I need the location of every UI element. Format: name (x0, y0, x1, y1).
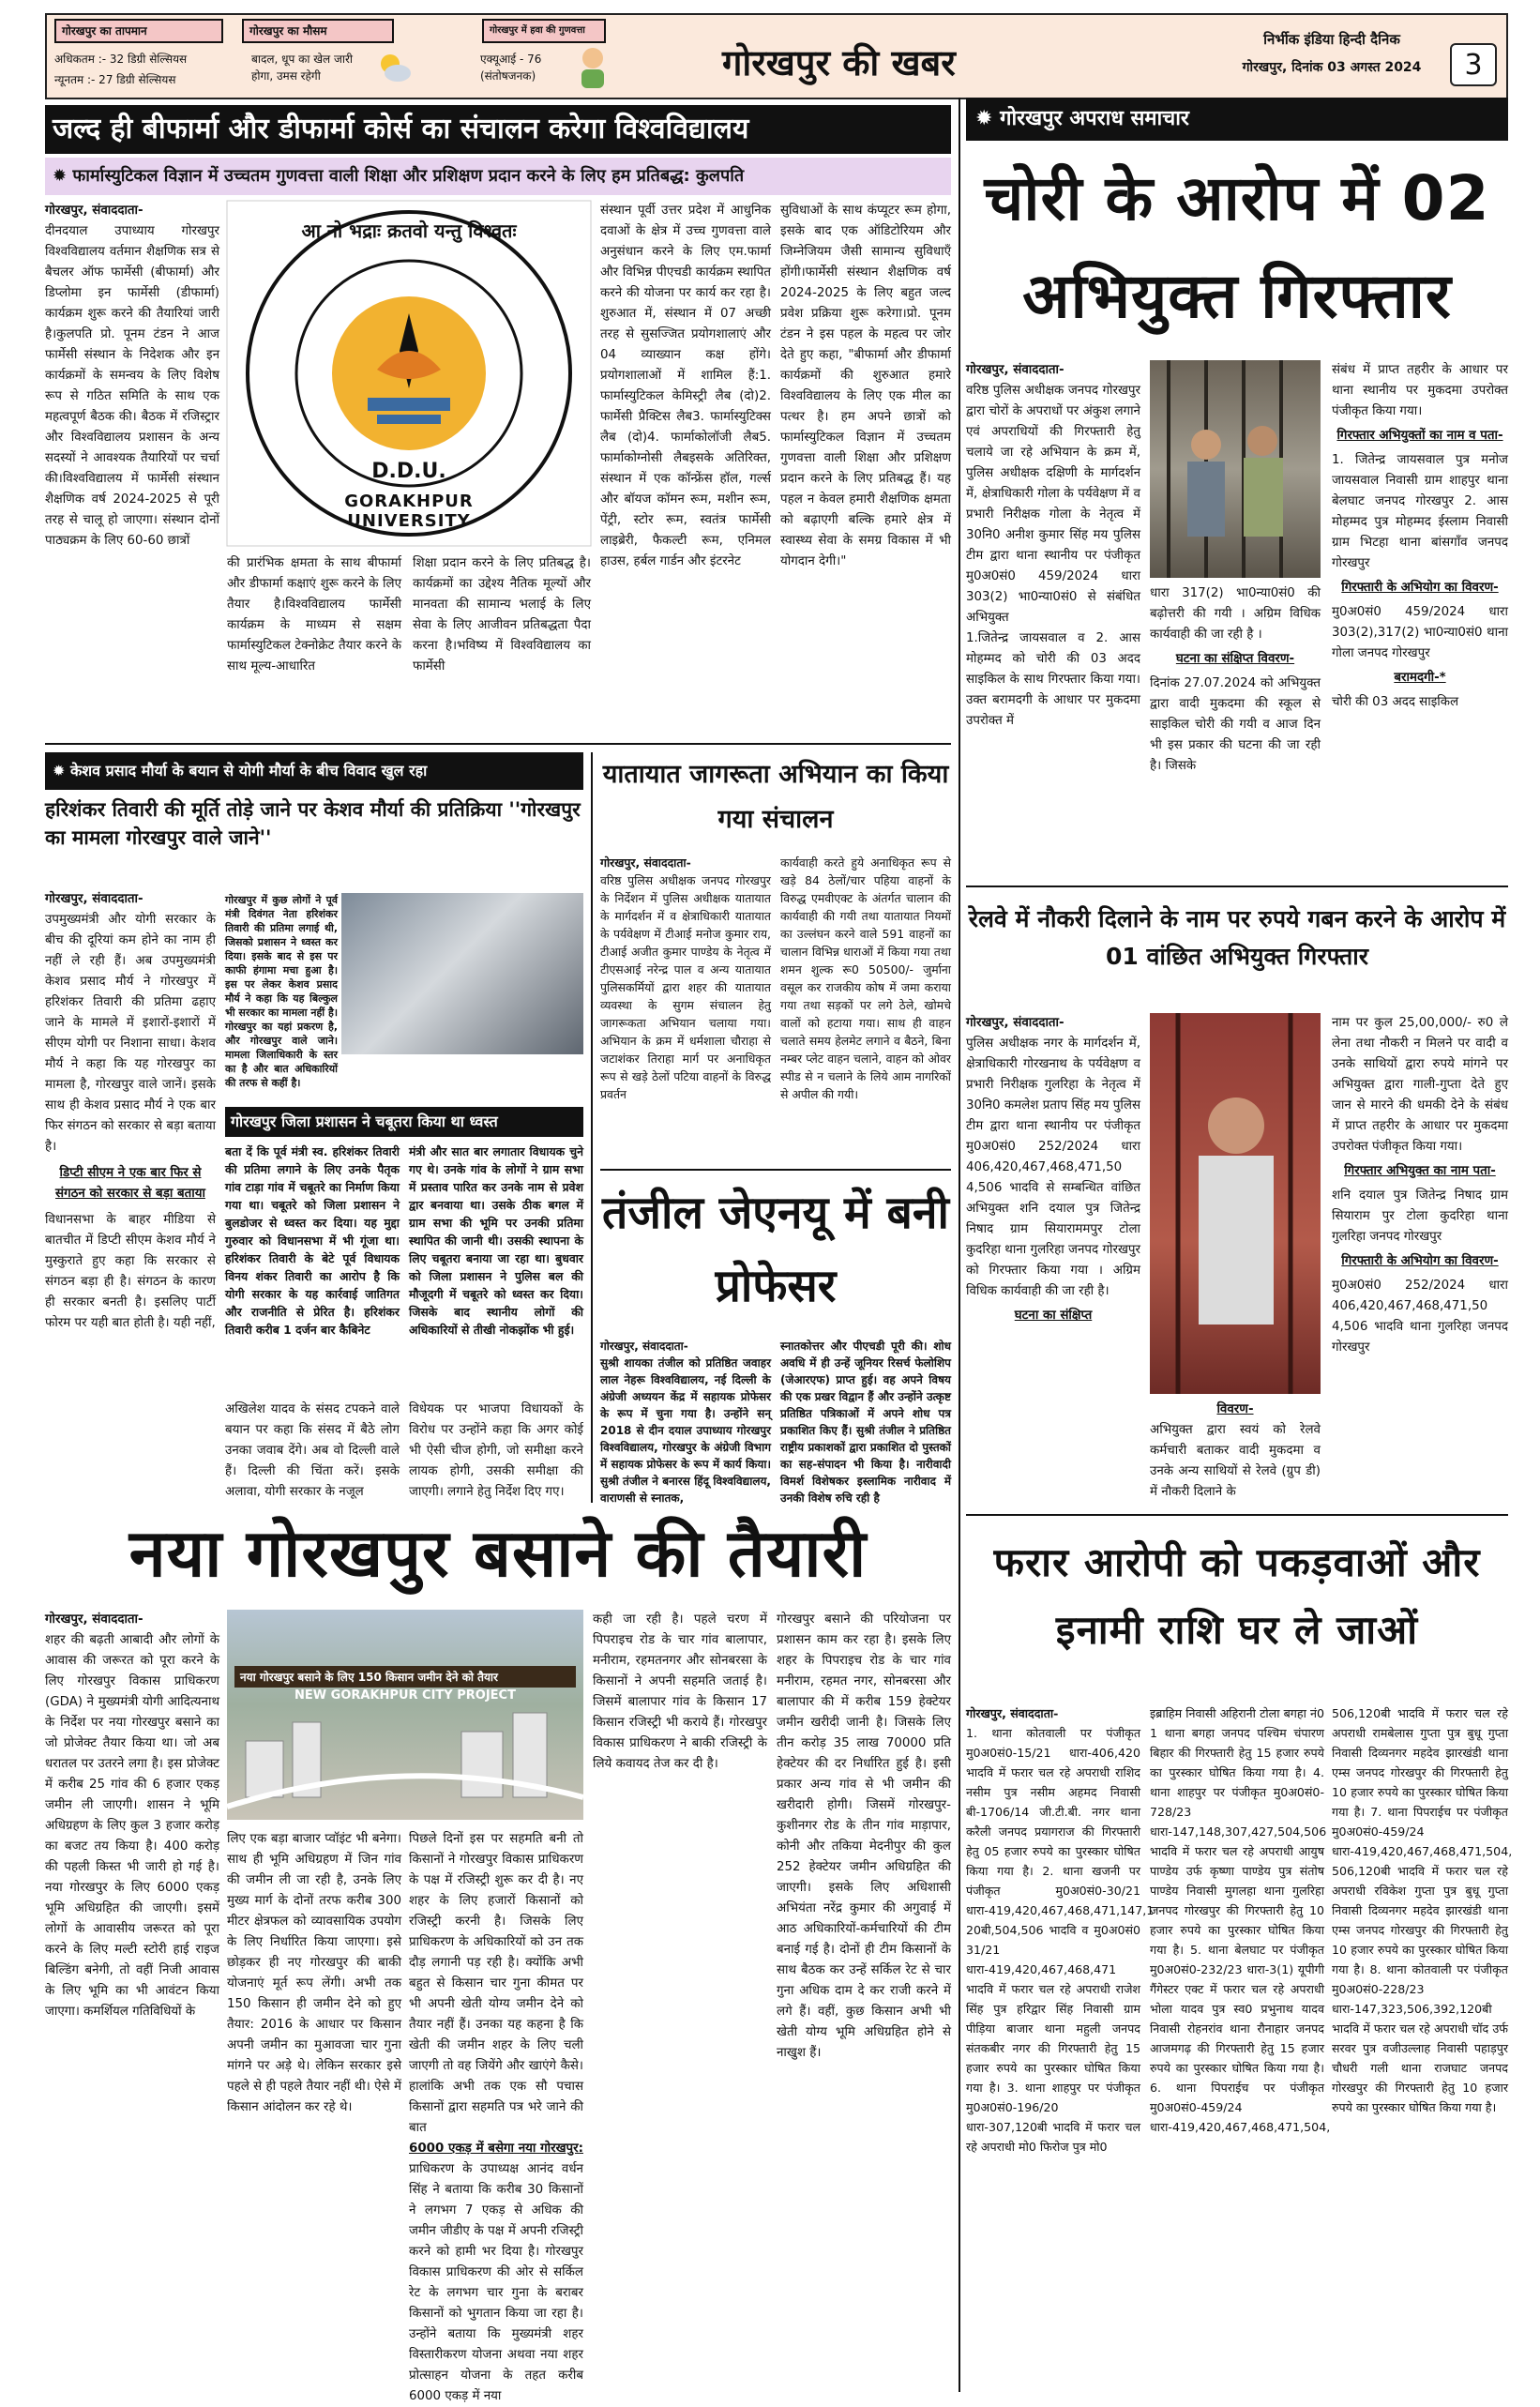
reward-col1-text: 1. थाना कोतवाली पर पंजीकृत मु0अ0सं0-15/21 धारा-406,420 भादवि में फरार चल रहे अपराधी राशिद नसीम पुत्र नसीम अहमद निवासी बी-1706/14 जी.टी.बी. नगर थाना करैली जनपद प्रयागराज की गिरफ्तारी हेतु 05 हजार रुपये का पुरस्कार घोषित किया गया है। 2. थाना खजनी पर पंजीकृत मु0अ0सं0-30/21 धारा-419,420,467,468,471,147,1 20बी,504,506 भादवि व मु0अ0सं0 31/21 धारा-419,420,467,468,471 भादवि में फरार चल रहे अपराधी राजेश सिंह पुत्र हरिद्वार सिंह निवासी ग्राम पीड़िया बाजार थाना महुली जनपद संतकबीर नगर की गिरफ्तारी हेतु 15 हजार रुपये का पुरस्कार घोषित किया गया है। 3. थाना शाहपुर पर पंजीकृत मु0अ0सं0-196/20 धारा-307,120बी भादवि में फरार चल रहे अपराधी मो0 फिरोज पुत्र मो0 (966, 1726, 1155, 2154)
logo-name: GORAKHPUR UNIVERSITY (344, 492, 474, 531)
rail-headline: रेलवे में नौकरी दिलाने के नाम पर रुपये गबन करने के आरोप में 01 वांछित अभियुक्त गिरफ्तार (968, 905, 1506, 970)
section-divider (966, 886, 1508, 887)
jnu-headline: तंजील जेएनयू में बनी प्रोफेसर (602, 1187, 949, 1312)
theft-col3-head3: बरामदगी-* (1394, 671, 1446, 685)
keshav-col1b-text: विधानसभा के बाहर मीडिया से बातचीत में डिप्टी सीएम केशव मौर्य ने मुस्कुराते हुए कहा कि सरकार से संगठन बड़ा ही है। संगठन के कारण ही सरकार बनती है। इसलिए पार्टी फोरम पर यही बात होती है। यही नहीं, (45, 1213, 216, 1330)
rail-col3-charge: मु0अ0सं0 252/2024 धारा 406,420,467,468,471,50 4,506 भादवि थाना गुलरिहा जनपद गोरखपुर (1332, 1279, 1508, 1355)
rail-col1-text: पुलिस अधीक्षक नगर के मार्गदर्शन में, क्षेत्राधिकारी गोरखनाथ के पर्यवेक्षण व प्रभारी निरीक्षक गुलरिहा के नेतृत्व में 30नि0 कमलेश प्रताप सिंह मय पुलिस टीम द्वारा थाना स्थानीय पर पंजीकृत मु0अ0सं0 252/2024 धारा 406,420,467,468,471,50 4,506 भादवि से सम्बन्धित वांछित अभियुक्त शनि दयाल पुत्र जितेन्द्र निषाद ग्राम सियाराममपुर टोला कुदरिहा थाना गुलरिहा जनपद गोरखपुर को गिरफ्तार किया गया । अग्रिम विधिक कार्यवाही की जा रही है। (966, 1037, 1140, 1298)
theft-col2b-text: दिनांक 27.07.2024 को अभियुक्त द्वारा वादी मुकदमा की स्कूल से साइकिल चोरी की गयी व आज दिन भी इस प्रकार की घटना की जा रही है। जिसके (1150, 676, 1321, 773)
keshav-caption: गोरखपुर में कुछ लोगों ने पूर्व मंत्री दिवंगत नेता हरिशंकर तिवारी की प्रतिमा लगाई थी, जिसको प्रशासन ने ध्वस्त कर दिया। इसके बाद से इस पर काफी हंगामा मचा हुआ है। इस पर लेकर केशव प्रसाद मौर्य ने कहा कि यह बिल्कुल भी सरकार का मामला नहीं है। गोरखपुर का यहां प्रकरण है, और गोरखपुर वाले जाने। मामला जिलाधिकारी के स्तर का है और बात अधिकारियों की तरफ से कहीं है। (225, 894, 338, 1089)
reward-byline: गोरखपुर, संवाददाता- (966, 1706, 1059, 1720)
jnu-byline: गोरखपुर, संवाददाता- (600, 1340, 688, 1353)
pharmacy-col4: संस्थान पूर्वी उत्तर प्रदेश में आधुनिक दवाओं के क्षेत्र में उच्च गुणवत्ता वाले अनुसंधान करने के लिए एम.फार्मा और विभिन्न पीएचडी कार्यक्रम स्थापित करने की योजना पर कार्य कर रहा है।शुरुआत में, संस्थान में 07 अच्छी तरह से सुसज्जित प्रयोगशालाएं और 04 व्याख्यान कक्ष होंगे। प्रयोगशालाओं में शामिल हैं:1. फार्मास्युटिकल केमिस्ट्री लैब (दो)2. फार्मेसी प्रैक्टिस लैब3. फार्मास्युटिक्स लैब (दो)4. फार्माकोलॉजी लैब5. फार्माकोग्नोसी लैबइसके अतिरिक्त, संस्थान में एक कॉन्फ्रेंस हॉल, गर्ल्स और बॉयज कॉमन रूम, मशीन रूम, पेंट्री, स्टोर रूम, स्वतंत्र फार्मेसी लाइब्रेरी, फैकल्टी रूम, एनिमल हाउस, हर्बल गार्डन और इंटरनेट (600, 204, 771, 568)
new-gorakhpur-headline: नया गोरखपुर बसाने की तैयारी (128, 1515, 868, 1592)
rail-col3-head2: गिरफ्तारी के अभियोग का विवरण- (1341, 1254, 1499, 1268)
section-divider (600, 1169, 951, 1171)
logo-initials: D.D.U. (371, 460, 446, 483)
keshav-col2b: अखिलेश यादव के संसद टपकने वाले बयान पर कहा कि संसद में बैठे लोग उनका जवाब देंगे। अब वो दिल्ली वाले हैं। दिल्ली की चिंता करें। इसके अलावा, योगी सरकार के नजूल (225, 1402, 400, 1499)
rail-col3 (1332, 1013, 1508, 1501)
newgkp-col4: कही जा रही है। पहले चरण में पिपराइच रोड के चार गांव बालापार, मनीराम, रहमतनगर और सोनबरसा के किसानों ने अपनी सहमति जताई है। जिसमें बालापार गांव के किसान 17 किसान रजिस्ट्री भी कराये हैं। गोरखपुर विकास प्राधिकरण ने बाकी रजिस्ट्री के लिये कवायद तेज कर दी है। (593, 1612, 767, 1771)
air-quality-tag: गोरखपुर में हवा की गुणवत्ता (482, 19, 606, 43)
traffic-col1-text: वरिष्ठ पुलिस अधीक्षक जनपद गोरखपुर के निर्देशन में पुलिस अधीक्षक यातायात के मार्गदर्शन में व क्षेत्राधिकारी यातायात के पर्यवेक्षण में टीआई मनोज कुमार राय, टीआई अजीत कुमार पाण्डेय के नेतृत्व में टीएसआई नरेन्द्र पाल व अन्य यातायात पुलिसकर्मियों द्वारा शहर की यातायात व्यवस्था के सुगम संचालन हेतु जागरूकता अभियान चलाया गया। अभियान के क्रम में धर्मशाला चौराहा से जटाशंकर तिराहा मार्ग पर अनाधिकृत रूप से खड़े ठेलों पटिया वाहनों के विरुद्ध प्रवर्तन (600, 873, 771, 1101)
pharmacy-col3: शिक्षा प्रदान करने के लिए प्रतिबद्ध है। कार्यक्रमों का उद्देश्य नैतिक मूल्यों और मानवता की सामान्य भलाई के लिए सेवा के लिए आजीवन प्रतिबद्धता पैदा करना है।भविष्य में विश्वविद्यालय का फार्मेसी (413, 556, 591, 674)
jnu-col1 (600, 1338, 771, 1505)
newgkp-col1-text: शहर की बढ़ती आबादी और लोगों के आवास की जरूरत को पूरा करने के लिए गोरखपुर विकास प्राधिकरण (GDA) ने मुख्यमंत्री योगी आदित्यनाथ के निर्देश पर नया गोरखपुर बसाने का जो प्रोजेक्ट तैयार किया था। जो अब धरातल पर उतरने लगा है। इस प्रोजेक्ट में करीब 25 गांव की 6 हजार एकड़ जमीन ली जाएगी। शासन ने भूमि अधिग्रहण के लिए कुल 3 हजार करोड़ का बजट तय किया है। 400 करोड़ की पहली किस्त भी जारी हो गई है। नया गोरखपुर के लिए 6000 एकड़ भूमि अधिग्रहित की जाएगी। इसमें लोगों के आवासीय जरूरत को पूरा करने के लिए मल्टी स्टोरी हाई राइज बिल्डिंग बनेगी, तो वहीं निजी आवास के लिए भूमि का भी आवंटन किया जाएगा। कमर्शियल गतिविधियों के (45, 1633, 219, 2019)
crime-section-tag-text: गोरखपुर अपराध समाचार (1000, 107, 1189, 130)
rail-byline: गोरखपुर, संवाददाता- (966, 1016, 1064, 1030)
theft-col1b-text: 1.जितेन्द्र जायसवाल व 2. आस मोहम्मद को चोरी की 03 अदद साइकिल के साथ गिरफ्तार किया गया। उक्त बरामदगी के आधार पर मुकदमा उपरोक्त में (966, 631, 1140, 728)
theft-col2-text: धारा 317(2) भा0न्या0सं0 की बढ़ोत्तरी की गयी । अग्रिम विधिक कार्यवाही की जा रही है । (1150, 586, 1321, 642)
rail-col1-head: घटना का संक्षिप्त (1014, 1309, 1093, 1323)
sun-cloud-icon (375, 49, 413, 86)
theft-col3-text: संबंध में प्राप्त तहरीर के आधार पर थाना स्थानीय पर मुकदमा उपरोक्त पंजीकृत किया गया। (1332, 363, 1508, 418)
theft-byline: गोरखपुर, संवाददाता- (966, 363, 1064, 377)
pharmacy-col2: की प्रारंभिक क्षमता के साथ बीफार्मा और डीफार्मा कक्षाएं शुरू करने के लिए तैयार है।विश्वविद्यालय फार्मेसी कार्यक्रम के माध्यम से सक्षम फार्मास्युटिकल टेक्नोक्रेट तैयार करने के साथ मूल्य-आधारित (227, 556, 401, 674)
section-divider (966, 1514, 1508, 1516)
rail-col3-text: नाम पर कुल 25,00,000/- रु0 ले लेना तथा नौकरी न मिलने पर वादी व उनके साथियों द्वारा रुपये मांगने पर अभियुक्त द्वारा गाली-गुप्ता देते हुए जान से मारने की धमकी देने के संबंध में प्राप्त तहरीर के आधार पर मुकदमा उपरोक्त पंजीकृत किया गया। (1332, 1016, 1508, 1154)
rail-col2-head: विवरण- (1216, 1402, 1254, 1416)
air-quality-text: एक्यूआई - 76 (संतोषजनक) (480, 53, 542, 83)
keshav-caption-tail (225, 1054, 583, 1101)
bullet-icon: ✹ (53, 166, 73, 186)
newgkp-col5: गोरखपुर बसाने की परियोजना पर प्रशासन काम कर रहा है। इसके लिए शहर के पिपराइच रोड के चार गांव मनीराम, रहमत नगर, सोनबरसा और बालापार की में करीब 159 हेक्टेयर जमीन खरीदी जानी है। जिसके लिए तीन करोड़ 35 लाख 70000 प्रति हेक्टेयर की दर निर्धारित हुई है। इसी प्रकार अन्य गांव से भी जमीन की खरीदारी होगी। जिसमें गोरखपुर- कुशीनगर रोड के तीन गांव माड़ापार, कोनी और तकिया मेदनीपुर की कुल 252 हेक्टेयर जमीन अधिग्रहित की जाएगी। इसके लिए अधिशासी अभियंता नरेंद्र कुमार की अगुवाई में आठ अधिकारियों-कर्मचारियों की टीम बनाई गई है। दोनों ही टीम किसानों के साथ बैठक कर उन्हें सर्किल रेट से चार गुना अधिक दाम दे कर राजी करने में लगे हैं। वहीं, कुछ किसान अभी भी खेती योग्य भूमि अधिग्रहित होने से नाखुश हैं। (777, 1612, 951, 2060)
theft-col3-head1: गिरफ्तार अभियुक्तों का नाम व पता- (1336, 429, 1503, 443)
newgkp-col3 (409, 1829, 583, 2403)
theft-headline: चोरी के आरोप में 02 अभियुक्त गिरफ्तार (984, 162, 1490, 332)
crime-section-tag (966, 98, 1508, 141)
rail-col1 (966, 1013, 1140, 1501)
rail-col2-text: अभियुक्त द्वारा स्वयं को रेलवे कर्मचारी बताकर वादी मुकदमा व उनके अन्य साथियों से रेलवे (ग्रुप डी) में नौकरी दिलाने के (1150, 1423, 1321, 1499)
keshav-col1-text: उपमुख्यमंत्री और योगी सरकार के बीच की दूरियां कम होने का नाम ही नहीं ले रही हैं। अब उपमुख्यमंत्री केशव प्रसाद मौर्य ने गोरखपुर में हरिशंकर तिवारी की प्रतिमा ढहाए जाने के मामले में इशारों-इशारों में सीएम योगी पर निशाना साधा। केशव मौर्य ने कहा कि यह गोरखपुर का मामला है, गोरखपुर वाले जानें। इसके साथ ही केशव प्रसाद मौर्य ने एक बार फिर संगठन को सरकार से बड़ा बताया है। (45, 913, 216, 1154)
traffic-col2: कार्यवाही करते हुये अनाधिकृत रूप से खड़े 84 ठेलों/चार पहिया वाहनों के विरुद्ध एमवीएक्ट के अंतर्गत चालान की कार्यवाही की गयी तथा यातायात नियमों का उल्लंघन करने वाले 591 वाहनों का चालान विभिन्न धाराओं में किया गया तथा शमन शुल्क रू0 50500/- जुर्माना वसूल कर राजकीय कोष में जमा कराया गया तथा सड़कों पर लगे ठेले, खोमचे वालों को हटाया गया। साथ ही वाहन चलाते समय हेलमेट लगाने व बैठने, बिना नम्बर प्लेट वाहन चलाने, वाहन को ओवर स्पीड से न चलाने के लिये आम नागरिकों से अपील की गयी। (780, 855, 951, 1101)
keshav-col2: बता दें कि पूर्व मंत्री स्व. हरिशंकर तिवारी की प्रतिमा लगाने के लिए उनके पैतृक गांव टाड़ा गांव में चबूतरे का निर्माण किया गया था। चबूतरे को जिला प्रशासन ने बुलडोजर से ध्वस्त कर दिया। यह मुद्दा गुरुवार को विधानसभा में भी गूंजा था। हरिशंकर तिवारी के बेटे पूर्व विधायक विनय शंकर तिवारी का आरोप है कि योगी सरकार के यह कार्रवाई जातिगत और राजनीति से प्रेरित है। हरिशंकर तिवारी करीब 1 दर्जन बार कैबिनेट (225, 1144, 400, 1337)
pharmacy-col5: सुविधाओं के साथ कंप्यूटर रूम होगा, इसके बाद एक ऑडिटोरियम और जिम्नेजियम जैसी सामान्य सुविधाएँ होंगी।फार्मेसी संस्थान शैक्षणिक वर्ष 2024-2025 के लिए बहुत जल्द प्रवेश प्रक्रिया शुरू करेगा।प्रो. पूनम टंडन ने इस पहल के महत्व पर जोर देते हुए कहा, "बीफार्मा और डीफार्मा कार्यक्रमों की शुरुआत हमारे विश्वविद्यालय के लिए एक मील का पत्थर है। हम अपने छात्रों को फार्मास्युटिकल विज्ञान में उच्चतम गुणवत्ता वाली शिक्षा और प्रशिक्षण प्रदान करने के लिए प्रतिबद्ध हैं। यह पहल न केवल हमारी शैक्षणिक क्षमता को बढ़ाएगी बल्कि हमारे क्षेत्र में स्वास्थ्य सेवा के समग्र विकास में भी योगदान देगी।" (780, 204, 951, 568)
keshav-subhead2: गोरखपुर जिला प्रशासन ने चबूतरा किया था ध्वस्त (225, 1107, 583, 1137)
pharmacy-subhead (45, 158, 951, 195)
rail-photo (1150, 1013, 1321, 1394)
bullet-icon: ✹ (53, 762, 70, 780)
theft-col3-head2: गिरफ्तारी के अभियोग का विवरण- (1341, 581, 1499, 595)
rail-col3-name: शनि दयाल पुत्र जितेन्द्र निषाद ग्राम सियाराम पुर टोला कुदरिहा थाना गुलरिहा जनपद गोरखपुर (1332, 1188, 1508, 1244)
newgkp-col3-text: पिछले दिनों इस पर सहमति बनी तो किसानों ने गोरखपुर विकास प्राधिकरण के पक्ष में रजिस्ट्री शुरू कर दी है। नए शहर के लिए हजारों किसानों को रजिस्ट्री करनी है। जिसके लिए प्राधिकरण के अधिकारियों को उन तक दौड़ लगानी पड़ रही है। क्योंकि अभी बहुत से किसान चार गुना कीमत पर भी अपनी खेती योग्य जमीन देने को तैयार नहीं हैं। उनका यह कहना है कि खेती की जमीन शहर के लिए चली जाएगी तो वह जियेंगे और खाएंगे कैसे। हालांकि अभी तक एक सौ पचास किसानों द्वारा सहमति पत्र भरे जाने की बात (409, 1832, 583, 2135)
newgkp-col1 (45, 1610, 219, 2392)
traffic-byline: गोरखपुर, संवाददाता- (600, 855, 691, 870)
bullet-icon: ✹ (975, 107, 1001, 130)
weather-text: बादल, धूप का खेल जारी होगा, उमस रहेगी (251, 53, 354, 83)
keshav-bullet: डिप्टी सीएम ने एक बार फिर से संगठन को सरकार से बड़ा बताया (55, 1166, 205, 1201)
reward-col1 (966, 1703, 1155, 2392)
keshav-byline: गोरखपुर, संवाददाता- (45, 892, 143, 906)
temperature-max: अधिकतम :- 32 डिग्री सेल्सियस (54, 53, 188, 66)
traffic-headline: यातायात जागरूता अभियान का किया गया संचालन (602, 760, 949, 834)
paper-title: गोरखपुर की खबर (722, 42, 956, 83)
temperature-min: न्यूनतम :- 27 डिग्री सेल्सियस (54, 73, 176, 86)
weather-tag: गोरखपुर का मौसम (242, 19, 394, 43)
reward-col2: इब्राहिम निवासी अहिरानी टोला बगहा नं0 1 थाना बगहा जनपद पश्चिम चंपारण बिहार की गिरफ्तारी हेतु 15 हजार रुपये का पुरस्कार घोषित किया गया है। 4. थाना शाहपुर पर पंजीकृत मु0अ0सं0-728/23 धारा-147,148,307,427,504,506 भादवि में फरार चल रहे अपराधी आयुष पाण्डेय उर्फ कृष्णा पाण्डेय पुत्र संतोष पाण्डेय निवासी मुगलहा थाना गुलरिहा जनपद गोरखपुर की गिरफ्तारी हेतु 10 हजार रुपये का पुरस्कार घोषित किया गया है। 5. थाना बेलघाट पर पंजीकृत मु0अ0सं0-232/23 धारा-3(1) यूपीगी गैंगेस्टर एक्ट में फरार चल रहे अपराधी भोला यादव पुत्र स्व0 प्रभुनाथ यादव निवासी रोहनरांव थाना रौनाहार जनपद आजमगढ़ की गिरफ्तारी हेतु 15 हजार रुपये का पुरस्कार घोषित किया गया है। 6. थाना पिपराईच पर पंजीकृत मु0अ0सं0-459/24 धारा-419,420,467,468,471,504, (1150, 1706, 1331, 2134)
pharmacy-byline: गोरखपुर, संवाददाता- (45, 204, 143, 218)
pharmacy-col1-text: दीनदयाल उपाध्याय गोरखपुर विश्वविद्यालय वर्तमान शैक्षणिक सत्र से बैचलर ऑफ फार्मेसी (बीफार्मा) और डिप्लोमा इन फार्मेसी (डीफार्मा) कार्यक्रम शुरू करने की तैयारियां जारी है।कुलपति प्रो. पूनम टंडन ने आज फार्मेसी संस्थान के निदेशक और इन कार्यक्रमों के समन्वय के लिए विशेष रूप से गठित समिति के साथ एक महत्वपूर्ण बैठक की। बैठक में रजिस्ट्रार और विश्वविद्यालय प्रशासन के अन्य सदस्यों ने आवश्यक तैयारियों पर चर्चा की।विश्वविद्यालय में फार्मेसी संस्थान शैक्षणिक वर्ष 2024-2025 से पूरी तरह से चालू हो जाएगा। संस्थान दोनों पाठ्यक्रम के लिए 60-60 छात्रों (45, 224, 219, 548)
newgkp-image-caption: नया गोरखपुर बसाने के लिए 150 किसान जमीन देने को तैयार (234, 1666, 576, 1688)
theft-col3-charge: मु0अ0सं0 459/2024 धारा 303(2),317(2) भा0न्या0सं0 थाना गोला जनपद गोरखपुर (1332, 605, 1508, 660)
keshav-kicker (45, 752, 583, 790)
column-divider (959, 98, 960, 2392)
reward-col3: 506,120बी भादवि में फरार चल रहे अपराधी रामबेलास गुप्ता पुत्र बुधू गुप्ता निवासी दिव्यनगर महदेव झारखंडी थाना एम्स जनपद गोरखपुर की गिरफ्तारी हेतु 10 हजार रुपये का पुरस्कार घोषित किया गया है। 7. थाना पिपराईच पर पंजीकृत मु0अ0सं0-459/24 धारा-419,420,467,468,471,504, 506,120बी भादवि में फरार चल रहे अपराधी रविकेश गुप्ता पुत्र बुधू गुप्ता निवासी दिव्यनगर महदेव झारखंडी थाना एम्स जनपद गोरखपुर की गिरफ्तारी हेतु 10 हजार रुपये का पुरस्कार घोषित किया गया है। 8. थाना कोतवाली पर पंजीकृत मु0अ0सं0-228/23 धारा-147,323,506,392,120बी भादवि में फरार चल रहे अपराधी चॉद उर्फ सरवर पुत्र वजीउल्लाह निवासी पहाड़पुर चौधरी गली थाना राजघाट जनपद गोरखपुर की गिरफ्तारी हेतु 10 हजार रुपये का पुरस्कार घोषित किया गया है। (1332, 1706, 1513, 2114)
newgkp-subhead: 6000 एकड़ में बसेगा नया गोरखपुर: (409, 2142, 583, 2156)
child-icon (572, 45, 613, 90)
keshav-col3b: विधेयक पर भाजपा विधायकों के विरोध पर उन्होंने कहा कि अगर कोई भी ऐसी चीज होगी, जो समीक्षा करने लायक होगी, उसकी समीक्षा की जाएगी। लगाने हेतु निर्देश दिए गए। (409, 1402, 583, 1499)
theft-col3 (1332, 360, 1508, 867)
pharmacy-headline: जल्द ही बीफार्मा और डीफार्मा कोर्स का संचालन करेगा विश्वविद्यालय (45, 105, 951, 154)
keshav-headline: हरिशंकर तिवारी की मूर्ति तोड़े जाने पर केशव मौर्या की प्रतिक्रिया ''गोरखपुर का मामला गोरखपुर वाले जाने'' (45, 798, 581, 849)
page-number: 3 (1450, 43, 1497, 86)
newgkp-image-title: NEW GORAKHPUR CITY PROJECT (294, 1688, 516, 1703)
jnu-col1-text: सुश्री शायका तंजील को प्रतिष्ठित जवाहर लाल नेहरू विश्वविद्यालय, नई दिल्ली के अंग्रेजी अध्ययन केंद्र में सहायक प्रोफेसर के रूप में चुना गया है। उन्होंने सन् 2018 से दीन दयाल उपाध्याय गोरखपुर विश्वविद्यालय, गोरखपुर के अंग्रेजी विभाग में सहायक प्रोफेसर के रूप में कार्य किया।सुश्री तंजील ने बनारस हिंदू विश्वविद्यालय, वाराणसी से स्नातक, (600, 1356, 771, 1505)
temperature-tag: गोरखपुर का तापमान (54, 19, 223, 43)
jnu-col2: स्नातकोत्तर और पीएचडी पूरी की। शोध अवधि में ही उन्हें जूनियर रिसर्च फेलोशिप (जेआरएफ) प्राप्त हुई। वह अपने विषय की एक प्रखर विद्वान हैं और उन्होंने उत्कृष्ट प्रतिष्ठित पत्रिकाओं में अपने शोध पत्र प्रकाशित किए हैं। सुश्री तंजील ने प्रतिष्ठित राष्ट्रीय प्रकाशकों द्वारा प्रकाशित दो पुस्तकों का सह-संपादन भी किया है। नारीवादी विमर्श विशेषकर इस्लामिक नारीवाद में उनकी विशेष रुचि रही है (780, 1340, 951, 1505)
theft-photo (1150, 360, 1321, 578)
logo-motto: आ नो भद्राः क्रतवो यन्तु विश्वतः (301, 220, 517, 242)
ddu-logo (227, 201, 591, 546)
theft-col3-recovery: चोरी की 03 अदद साइकिल (1332, 695, 1459, 709)
pharmacy-subhead-text: फार्मास्युटिकल विज्ञान में उच्चतम गुणवत्ता वाली शिक्षा और प्रशिक्षण प्रदान करने के लिए हम प्रतिबद्ध: कुलपति (72, 166, 745, 186)
newgkp-col2: लिए एक बड़ा बाजार प्वॉइंट भी बनेगा। साथ ही भूमि अधिग्रहण में जिन गांव की जमीन ली जा रही है, उनके लिए मुख्य मार्ग के दोनों तरफ करीब 300 मीटर क्षेत्रफल को व्यावसायिक उपयोग के लिए निर्धारित किया जाएगा। इसे छोड़कर ही नए गोरखपुर की बाकी योजनाएं मूर्त रूप लेंगी। अभी तक 150 किसान ही जमीन देने को हुए तैयार: 2016 के आधार पर किसान अपनी जमीन का मुआवजा चार गुना मांगने पर अड़े थे। लेकिन सरकार इसे पहले से ही पहले तैयार नहीं थी। ऐसे में किसान आंदोलन कर रहे थे। (227, 1832, 401, 2114)
keshav-kicker-text: केशव प्रसाद मौर्या के बयान से योगी मौर्या के बीच विवाद खुल रहा (69, 762, 428, 780)
theft-col3-list: 1. जितेन्द्र जायसवाल पुत्र मनोज जायसवाल निवासी ग्राम शाहपुर थाना बेलघाट जनपद गोरखपुर 2. आस मोहम्मद पुत्र मोहम्मद ईस्लाम निवासी ग्राम भिटहा थाना बांसगाँव जनपद गोरखपुर (1332, 453, 1508, 570)
section-divider (591, 752, 593, 1503)
dateline: गोरखपुर, दिनांक 03 अगस्त 2024 (1242, 60, 1422, 75)
theft-col2-head: घटना का संक्षिप्त विवरण- (1175, 652, 1295, 666)
reward-headline: फरार आरोपी को पकड़वाओं और इनामी राशि घर ले जाओं (993, 1539, 1481, 1653)
newgkp-col3b-text: प्राधिकरण के उपाध्यक्ष आनंद वर्धन सिंह ने बताया कि करीब 30 किसानों ने लगभग 7 एकड़ से अधिक की जमीन जीडीए के पक्ष में अपनी रजिस्ट्री करने को हामी भर दिया है। गोरखपुर विकास प्राधिकरण की ओर से सर्किल रेट के लगभग चार गुना के बराबर किसानों को भुगतान किया जा रहा है। उन्होंने बताया कि मुख्यमंत्री शहर विस्तारीकरण योजना अथवा नया शहर प्रोत्साहन योजना के तहत करीब 6000 एकड़ में नया (409, 2162, 583, 2403)
traffic-col1 (600, 854, 771, 1163)
paper-tagline: निर्भीक इंडिया हिन्दी दैनिक (1263, 31, 1400, 48)
theft-col1 (966, 360, 1140, 867)
theft-col1-text: वरिष्ठ पुलिस अधीक्षक जनपद गोरखपुर द्वारा चोरों के अपराधों पर अंकुश लगाने एवं अपराधियों की गिरफ्तारी हेतु चलाये जा रहे अभियान के क्रम में, पुलिस अधीक्षक दक्षिणी के मार्गदर्शन में, क्षेत्राधिकारी गोला के पर्यवेक्षण में व प्रभारी निरीक्षक गोला के नेतृत्व में 30नि0 अनीश कुमार सिंह मय पुलिस टीम द्वारा थाना स्थानीय पर पंजीकृत मु0अ0सं0 459/2024 धारा 303(2) भा0न्या0सं0 से संबंधित अभियुक्त (966, 384, 1140, 625)
rail-col3-head1: गिरफ्तार अभियुक्त का नाम पता- (1344, 1164, 1496, 1178)
theft-col2 (1150, 583, 1321, 867)
keshav-photo (341, 893, 583, 1054)
pharmacy-col1 (45, 201, 219, 735)
rail-col2 (1150, 1400, 1321, 1501)
keshav-col1 (45, 889, 216, 1501)
newgkp-byline: गोरखपुर, संवाददाता- (45, 1612, 143, 1627)
keshav-col3: मंत्री और सात बार लगातार विधायक चुने गए थे। उनके गांव के लोगों ने ग्राम सभा में प्रस्ताव पारित कर उनके नाम से प्रवेश द्वार बनवाया था। उसके ठीक बगल में ग्राम सभा की भूमि पर उनकी प्रतिमा स्थापित की जानी थी। उसकी स्थापना के लिए चबूतरा बनाया जा रहा था। बुधवार को जिला प्रशासन ने पुलिस बल की मौजूदगी में चबूतरे को ध्वस्त कर दिया। जिसके बाद स्थानीय लोगों की अधिकारियों से तीखी नोकझोंक भी हुई। (409, 1144, 583, 1337)
section-divider (45, 743, 951, 745)
newgkp-image (227, 1610, 583, 1820)
